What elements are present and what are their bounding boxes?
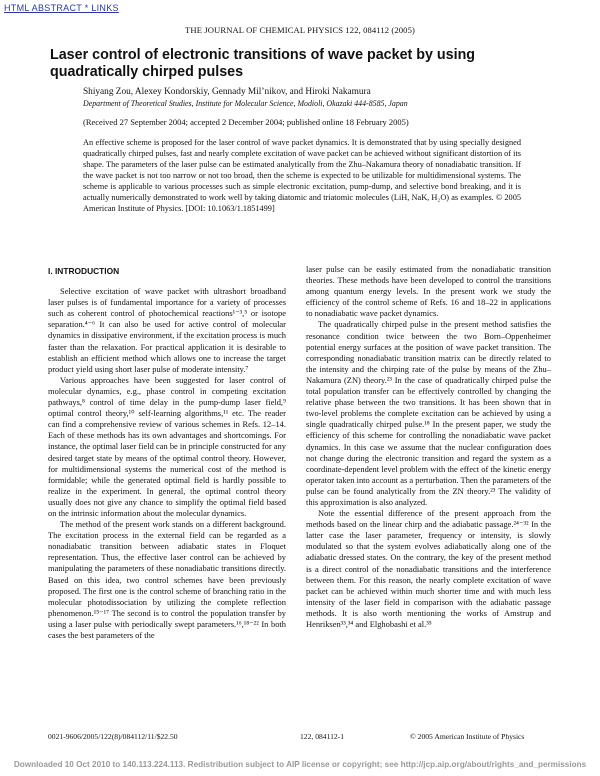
journal-header: THE JOURNAL OF CHEMICAL PHYSICS 122, 084112 (2005): [185, 25, 415, 35]
paragraph: Various approaches have been suggested for laser control of molecular dynamics, e.g., phase control in competing excitation pathways,⁸ control of time delay in the pump-dump laser field,⁹ optimal control theory,¹⁰ self-learning algorithms,¹¹ etc. The reader can find a comprehensive review of various schemes in Refs. 12–14. Each of these methods has its own advantages and shortcomings. For instance, the optimal laser field can be in principle constructed for any desired target state by means of the optimal control theory. However, for multidimensional systems the numerical cost of the method is formidable; while the generated optimal field is hardly possible to realize in the experiment. In general, the optimal control theory usually does not give any chance to simplify the optimal field based on the intrinsic information about the molecular dynamics.: [48, 374, 286, 518]
paragraph: laser pulse can be easily estimated from the nonadiabatic transition theories. These methods have been developed to control the transitions among quantum energy levels. In the present work we study the efficiency of the control scheme of Refs. 16 and 18–22 in applications to nonadiabatic wave packet dynamics.: [306, 264, 551, 319]
abstract: An effective scheme is proposed for the laser control of wave packet dynamics. It is demonstrated that by using specially designed quadratically chirped pulses, fast and nearly complete excitation of wave packet can be achieved without significant distortion of its shape. The parameters of the laser pulse can be estimated analytically from the Zhu–Nakamura theory of nonadiabatic transition. If the wave packet is not too narrow or not too broad, then the scheme is expected to be utilizable for multidimensional systems. The scheme is applicable to various processes such as simple electronic excitation, pump-dump, and selective bond breaking, and it is actually numerically demonstrated to work well by taking diatomic and triatomic molecules (LiH, NaK, H₂O) as examples. © 2005 American Institute of Physics. [DOI: 10.1063/1.1851499]: [83, 138, 521, 213]
affiliation: Department of Theoretical Studies, Institute for Molecular Science, Modioli, Okazaki 444-8585, Japan: [83, 99, 408, 108]
paragraph: Selective excitation of wave packet with ultrashort broadband laser pulses is of fundamental importance for a variety of processes such as coherent control of photochemical reactions¹⁻³,⁵ or isotope separation.⁴⁻⁶ It can also be used for active control of molecular dynamics in dissipative environment, if the excitation process is much faster than the relaxation. For practical application it is desirable to establish an efficient method which allows one to increase the target product yield using short laser pulse of moderate intensity.⁷: [48, 286, 286, 374]
paragraph: Note the essential difference of the present approach from the methods based on the linear chirp and the adiabatic passage.²⁴⁻³² In the latter case the laser parameter, frequency or intensity, is slowly modulated so that the system evolves adiabatically along one of the adiabatic dressed states. On the contrary, the key of the present method is a direct control of the nonadiabatic transitions and the interference between them. For this reason, the nearly complete excitation of wave packet can be achieved within much shorter time and with much less intensity of the laser field in comparison with the adiabatic passage methods. It is also worth mentioning the works of Amstrup and Henriksen³³,³⁴ and Elghobashi et al.³⁵: [306, 508, 551, 629]
footer-page-number: 122, 084112-1: [300, 732, 345, 741]
received-dates: (Received 27 September 2004; accepted 2 December 2004; published online 18 February 2005): [83, 117, 409, 127]
html-abstract-links[interactable]: HTML ABSTRACT * LINKS: [4, 3, 119, 13]
right-column: [306, 264, 551, 630]
paragraph: The method of the present work stands on a different background. The excitation process in the external field can be regarded as a nonadiabatic transition between adiabatic states in Floquet representation. Thus, the effective laser control can be achieved by manipulating the parameters of these nonadiabatic transitions directly. Based on this idea, two control schemes have been previously proposed. The first one is the control scheme of branching ratio in the molecular photodissociation by utilizing the complete reflection phenomenon.¹⁵⁻¹⁷ The second is to control the population transfer by using a laser pulse with periodically swept parameters.¹⁶,¹⁸⁻²² In both cases the best parameters of the: [48, 519, 286, 640]
paper-title: Laser control of electronic transitions of wave packet by using quadratically chirped pulses: [50, 47, 476, 80]
download-notice: Downloaded 10 Oct 2010 to 140.113.224.113. Redistribution subject to AIP license or copyright; see http://jcp.aip.org/about/rights_and_permissions: [13, 760, 587, 769]
section-heading: I. INTRODUCTION: [48, 266, 120, 276]
author-list: Shiyang Zou, Alexey Kondorskiy, Gennady Mil’nikov, and Hiroki Nakamura: [83, 87, 371, 97]
left-column: [48, 266, 286, 641]
footer-issn: 0021-9606/2005/122(8)/084112/11/$22.50: [48, 732, 178, 741]
footer-copyright: © 2005 American Institute of Physics: [410, 732, 525, 741]
paragraph: The quadratically chirped pulse in the present method satisfies the resonance condition twice between the two Born–Oppenheimer potential energy surfaces at the position of wave packet transition. The corresponding nonadiabatic transition matrix can be directly related to the intensity and the chirping rate of the pulse by means of the Zhu–Nakamura (ZN) theory.²³ In the case of quadratically chirped pulse the total population transfer can be effectively controlled by changing the relative phase between the two transitions. It has been shown that in two-level problems the complete excitation can be achieved by using a single quadratically chirped pulse.¹⁸ In the present paper, we study the efficiency of this scheme for controlling the nonadiabatic wave packet dynamics. In this case we assume that the nuclear configuration does not change during the electronic transition and regard the system as a coordinate-dependent level problem with the effect of the kinetic energy operator taken into account as a perturbation. Then the parameters of the pulse can be found analytically from the ZN theory.²³ The validity of this approximation is also analyzed.: [306, 319, 551, 507]
